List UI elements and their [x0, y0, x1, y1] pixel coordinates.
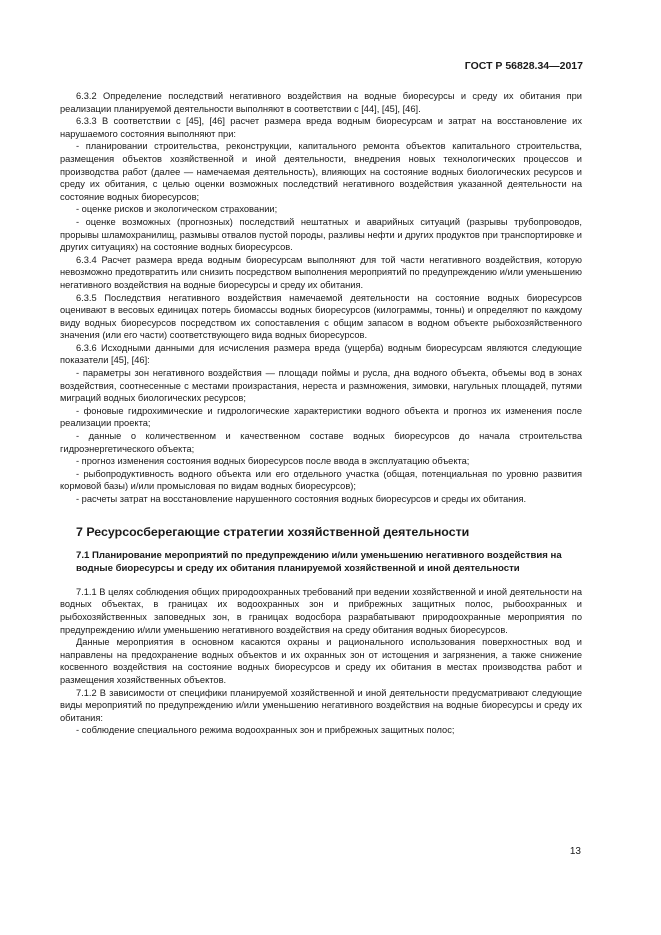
list-item: - планировании строительства, реконструкции, капитального ремонта объектов капитального строительства, размещения объектов хозяйственной и иной деятельности, внедрения новых технологических процессов и производства работ (далее — намечаемая деятельность), влияющих на состояние водных биологических ресурсов и среду их обитания, с целью оценки возможных последствий негативного воздействия указанной деятельности на состояние водных биоресурсов; [60, 141, 582, 202]
paragraph-6-3-6: 6.3.6 Исходными данными для исчисления размера вреда (ущерба) водным биоресурсам являются следующие показатели [45], [46]: [60, 342, 582, 366]
page-content [60, 90, 582, 737]
section-7-heading: 7 Ресурсосберегающие стратегии хозяйственной деятельности [76, 524, 470, 539]
list-item: - оценке возможных (прогнозных) последствий нештатных и аварийных ситуаций (разрывы трубопроводов, прорывы шламохранилищ, размывы отвалов пустой породы, разливы нефти и других продуктов при транспортировке и других ситуациях) на состояние водных биоресурсов. [60, 216, 582, 253]
paragraph-7-1-1-cont: Данные мероприятия в основном касаются охраны и рационального использования поверхностных вод и направлены на предохранение водных объектов и их охранных зон от истощения и загрязнения, а также снижение косвенного воздействия на состояние водных биоресурсов и среду их обитания в местах производства работ и размещения хозяйственных объектов. [60, 637, 582, 685]
page-number: 13 [569, 846, 581, 857]
list-item: - параметры зон негативного воздействия — площади поймы и русла, дна водного объекта, объемы вод в зонах воздействия, соотнесенные с местами произрастания, нереста и размножения, зимовки, нагульных площадей, путями миграций водных биологических ресурсов; [60, 368, 582, 404]
list-item: - оценке рисков и экологическом страховании; [76, 204, 278, 215]
document-number: ГОСТ Р 56828.34—2017 [464, 60, 583, 72]
paragraph-7-1-1: 7.1.1 В целях соблюдения общих природоохранных требований при ведении хозяйственной и иной деятельности на водных объектах, в границах их водоохранных зон и прибрежных защитных полос, рыбоохранных и рыбохозяйственных заповедных зон, в границах водосбора разрабатывают природоохранные мероприятия по предупреждению и/или уменьшению негативного воздействия на среду обитания водных биоресурсов. [60, 586, 582, 635]
list-item: - данные о количественном и качественном составе водных биоресурсов до начала строительства гидроэнергетического объекта; [60, 431, 582, 454]
list-item: - соблюдение специального режима водоохранных зон и прибрежных защитных полос; [76, 725, 455, 736]
paragraph-7-1-2: 7.1.2 В зависимости от специфики планируемой хозяйственной и иной деятельности предусматривают следующие виды мероприятий по предупреждению и/или уменьшению негативного воздействия на водные биоресурсы и среду их обитания: [60, 687, 582, 723]
paragraph-6-3-5: 6.3.5 Последствия негативного воздействия намечаемой деятельности на состояние водных биоресурсов оценивают в весовых единицах потерь биомассы водных биоресурсов (килограммы, тонны) и определяют по каждому виду водных биоресурсов посредством их сопоставления с общим запасом в водном объекте рыбохозяйственного значения (или его части) соответствующего вида водных биоресурсов. [60, 292, 582, 341]
list-item: - прогноз изменения состояния водных биоресурсов после ввода в эксплуатацию объекта; [76, 456, 470, 467]
list-item: - рыбопродуктивность водного объекта или его отдельного участка (общая, потенциальная по уровню развития кормовой базы) и/или промысловая по видам водных биоресурсов); [60, 468, 582, 492]
section-7-1-heading: 7.1 Планирование мероприятий по предупреждению и/или уменьшению негативного воздействия на водные биоресурсы и среду их обитания планируемой хозяйственной и иной деятельности [76, 550, 562, 574]
list-item: - фоновые гидрохимические и гидрологические характеристики водного объекта и прогноз их изменения после реализации проекта; [60, 405, 582, 429]
list-item: - расчеты затрат на восстановление нарушенного состояния водных биоресурсов и среды их обитания. [76, 494, 527, 504]
paragraph-6-3-2: 6.3.2 Определение последствий негативного воздействия на водные биоресурсы и среду их обитания при реализации планируемой деятельности выполняют в соответствии с [44], [45], [46]. [60, 91, 582, 114]
paragraph-6-3-3: 6.3.3 В соответствии с [45], [46] расчет размера вреда водным биоресурсам и затрат на восстановление их нарушаемого состояния выполняют при: [60, 116, 582, 139]
paragraph-6-3-4: 6.3.4 Расчет размера вреда водным биоресурсам выполняют для той части негативного воздействия, которую невозможно предотвратить или снизить посредством выполнения мероприятий по предупреждению и/или уменьшению негативного воздействия на водные биоресурсы и среду их обитания. [60, 254, 582, 290]
